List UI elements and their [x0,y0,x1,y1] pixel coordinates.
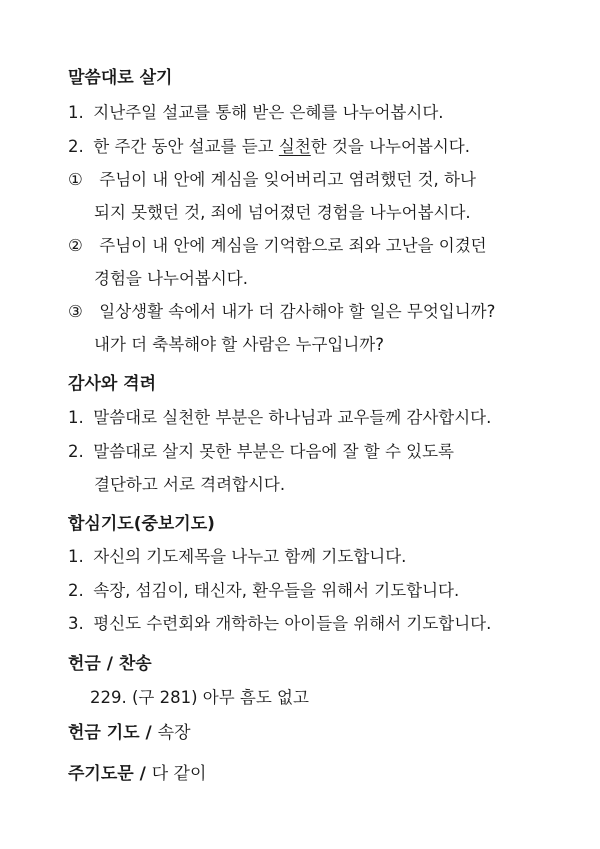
list-item [68,612,491,636]
item-number: ② [68,236,83,255]
list-item [68,168,476,192]
item-text: 지난주일 설교를 통해 받은 은혜를 나누어봅시다. [93,103,444,122]
item-text: 속장, 섬김이, 태신자, 환우들을 위해서 기도합니다. [93,581,460,600]
item-text: 말씀대로 살지 못한 부분은 다음에 잘 할 수 있도록 [93,442,454,461]
offering-prayer-leader: 속장 [157,723,191,743]
item-number: 2. [68,137,84,156]
lords-prayer-participants: 다 같이 [151,764,207,784]
list-item [68,234,487,258]
item-number: 2. [68,581,84,600]
section-heading-offering-prayer [68,721,191,745]
item-number: 1. [68,547,84,566]
list-item [68,406,491,430]
item-text: 말씀대로 실천한 부분은 하나님과 교우들께 감사합시다. [93,408,492,427]
item-text-rest: 한 것을 나누어봅시다. [310,137,470,156]
list-item-continuation: 결단하고 서로 격려합시다. [94,475,286,494]
item-text: 자신의 기도제목을 나누고 함께 기도합니다. [93,547,407,566]
list-item-continuation: 내가 더 축복해야 할 사람은 누구입니까? [94,335,385,354]
section-heading-offering: 헌금 / 찬송 [68,654,152,674]
section-heading-living-word: 말씀대로 살기 [68,68,173,88]
list-item [68,101,444,125]
list-item [68,440,454,464]
list-item [68,545,406,569]
offering-prayer-label: 헌금 기도 / [68,723,158,743]
item-number: ① [68,170,83,189]
list-item [68,135,470,159]
item-number: 2. [68,442,84,461]
item-text: 주님이 내 안에 계심을 기억함으로 죄와 고난을 이겼던 [99,236,487,255]
list-item-continuation: 경험을 나누어봅시다. [94,269,248,288]
item-number: ③ [68,302,83,321]
list-item [68,579,459,603]
item-text: 주님이 내 안에 계심을 잊어버리고 염려했던 것, 하나 [99,170,476,189]
item-text: 평신도 수련회와 개학하는 아이들을 위해서 기도합니다. [93,614,492,633]
list-item-continuation: 되지 못했던 것, 죄에 넘어졌던 경험을 나누어봅시다. [94,203,471,222]
item-text: 일상생활 속에서 내가 더 감사해야 할 일은 무엇입니까? [99,302,496,321]
item-number: 1. [68,103,84,122]
item-number: 3. [68,614,84,633]
list-item [68,300,495,324]
item-number: 1. [68,408,84,427]
section-heading-prayer: 합심기도(중보기도) [68,514,215,534]
section-heading-thanks: 감사와 격려 [68,374,157,394]
lords-prayer-label: 주기도문 / [68,764,152,784]
item-text: 한 주간 동안 설교를 듣고 [93,137,279,156]
hymn-line: 229. (구 281) 아무 흠도 없고 [90,688,309,707]
section-heading-lords-prayer [68,762,206,786]
underlined-word: 실천 [278,137,311,156]
